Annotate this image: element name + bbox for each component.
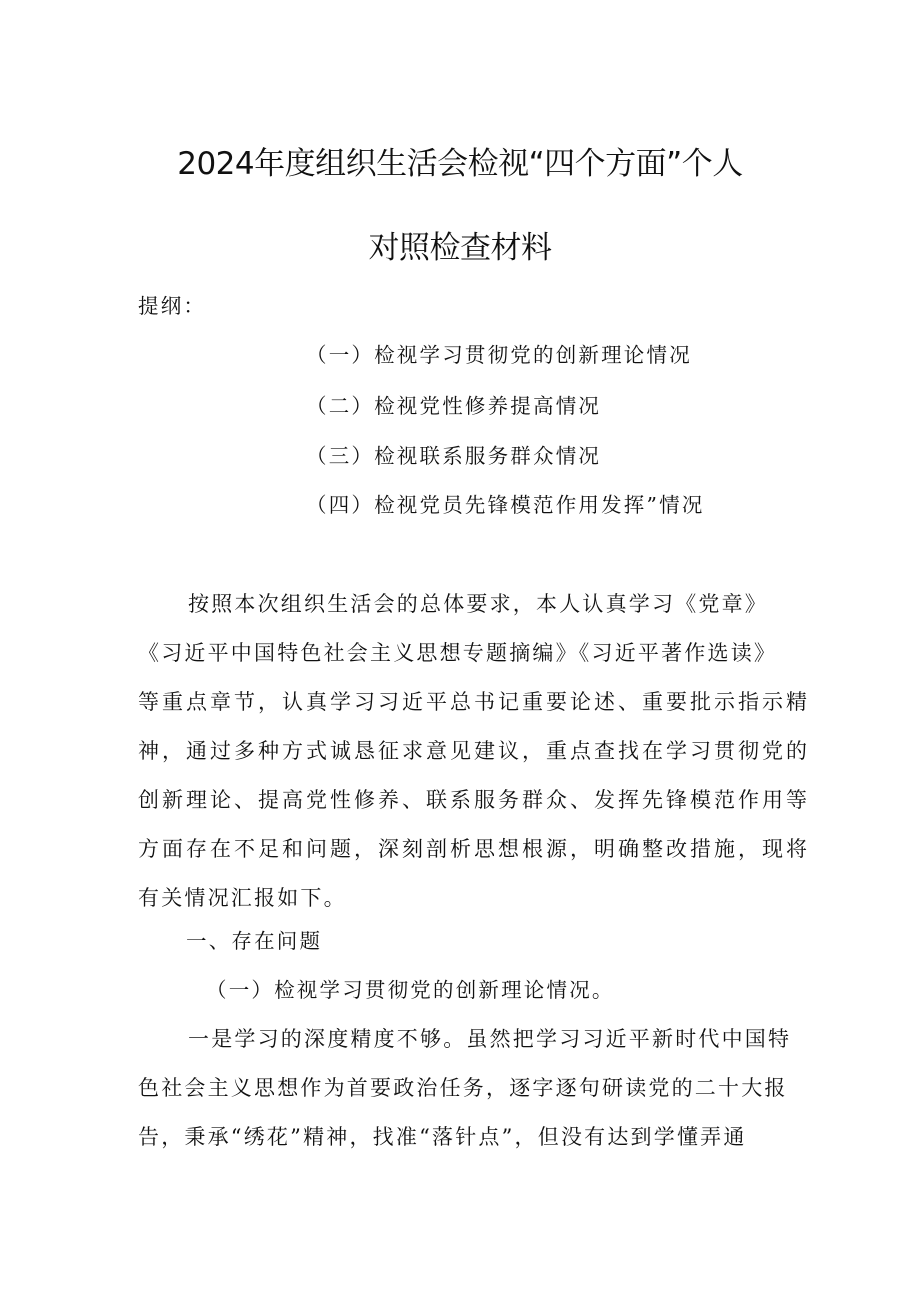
section-heading: 一、存在问题 [186,929,323,953]
intro-paragraph [138,592,810,937]
document-title-line-2: 对照检查材料 [368,230,552,266]
document-title-line-1: 2024年度组织生活会检视“四个方面”个人 [177,146,743,182]
paragraph-line: 方面存在不足和问题，深刻剖析思想根源，明确整改措施，现将 [138,837,810,861]
paragraph-line: 一是学习的深度精度不够。虽然把学习习近平新时代中国特 [188,1027,792,1051]
outline-item: （四）检视党员先锋模范作用发挥”情况 [306,493,705,517]
paragraph-line: 创新理论、提高党性修养、联系服务群众、发挥先锋模范作用等 [138,788,810,812]
paragraph-line: 《习近平中国特色社会主义思想专题摘编》《习近平著作选读》 [138,641,778,665]
body-paragraph [138,1027,792,1176]
paragraph-line: 色社会主义思想作为首要政治任务，逐字逐句研读党的二十大报 [138,1076,788,1100]
paragraph-line: 神，通过多种方式诚恳征求意见建议，重点查找在学习贯彻党的 [138,739,810,763]
paragraph-line: 告，秉承“绣花”精神，找准“落针点”，但没有达到学懂弄通 [138,1125,747,1149]
outline-label: 提纲： [138,294,207,318]
outline-item: （一）检视学习贯彻党的创新理论情况 [306,343,692,367]
paragraph-line: 有关情况汇报如下。 [138,886,347,910]
outline-item: （三）检视联系服务群众情况 [306,444,602,468]
outline-item: （二）检视党性修养提高情况 [306,394,602,418]
paragraph-line: 按照本次组织生活会的总体要求，本人认真学习《党章》 [188,592,768,616]
subsection-heading: （一）检视学习贯彻党的创新理论情况。 [206,978,615,1002]
paragraph-line: 等重点章节，认真学习习近平总书记重要论述、重要批示指示精 [138,690,810,714]
